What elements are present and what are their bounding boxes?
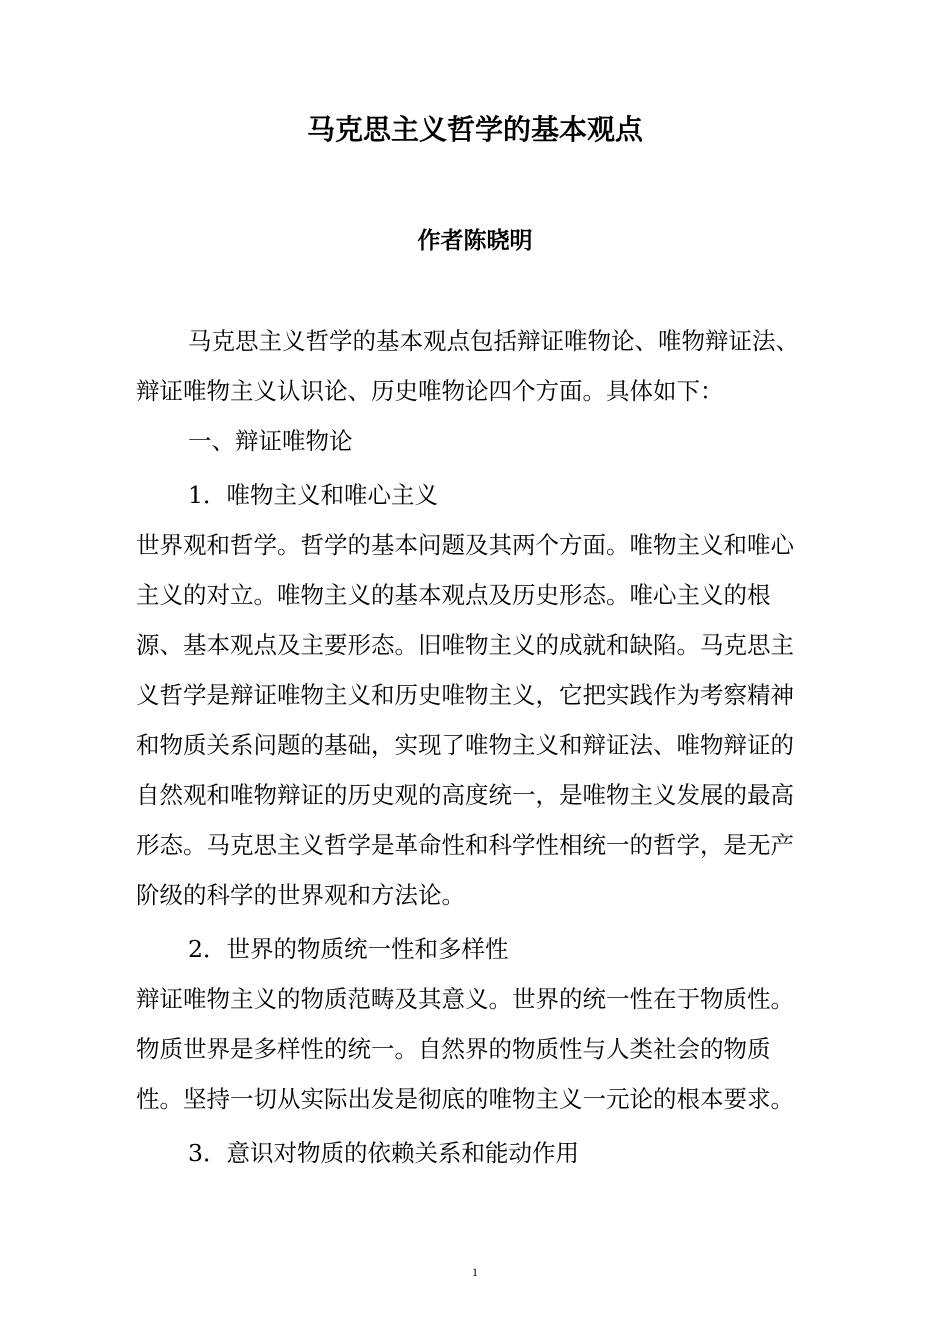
section-heading: 一、辩证唯物论 [188,427,353,455]
document-body [136,316,816,1178]
document-author: 作者陈晓明 [417,228,533,254]
subsection-heading-2: 2．世界的物质统一性和多样性 [188,935,509,963]
page-number: 1 [472,1265,478,1279]
subsection-text-2: 辩证唯物主义的物质范畴及其意义。世界的统一性在于物质性。物质世界是多样性的统一。自然界的物质性与人类社会的物质性。坚持一切从实际出发是彻底的唯物主义一元论的根本要求。 [136,985,794,1113]
subsection-text-1: 世界观和哲学。哲学的基本问题及其两个方面。唯物主义和唯心主义的对立。唯物主义的基本观点及历史形态。唯心主义的根源、基本观点及主要形态。旧唯物主义的成就和缺陷。马克思主义哲学是辩证唯物主义和历史唯物主义，它把实践作为考察精神和物质关系问题的基础，实现了唯物主义和辩证法、唯物辩证的自然观和唯物辩证的历史观的高度统一，是唯物主义发展的最高形态。马克思主义哲学是革命性和科学性相统一的哲学，是无产阶级的科学的世界观和方法论。 [136,531,794,909]
document-title: 马克思主义哲学的基本观点 [306,113,643,146]
subsection-heading-3: 3．意识对物质的依赖关系和能动作用 [188,1139,579,1167]
intro-paragraph: 马克思主义哲学的基本观点包括辩证唯物论、唯物辩证法、辩证唯物主义认识论、历史唯物论四个方面。具体如下： [136,327,799,405]
subsection-heading-1: 1．唯物主义和唯心主义 [188,481,438,509]
